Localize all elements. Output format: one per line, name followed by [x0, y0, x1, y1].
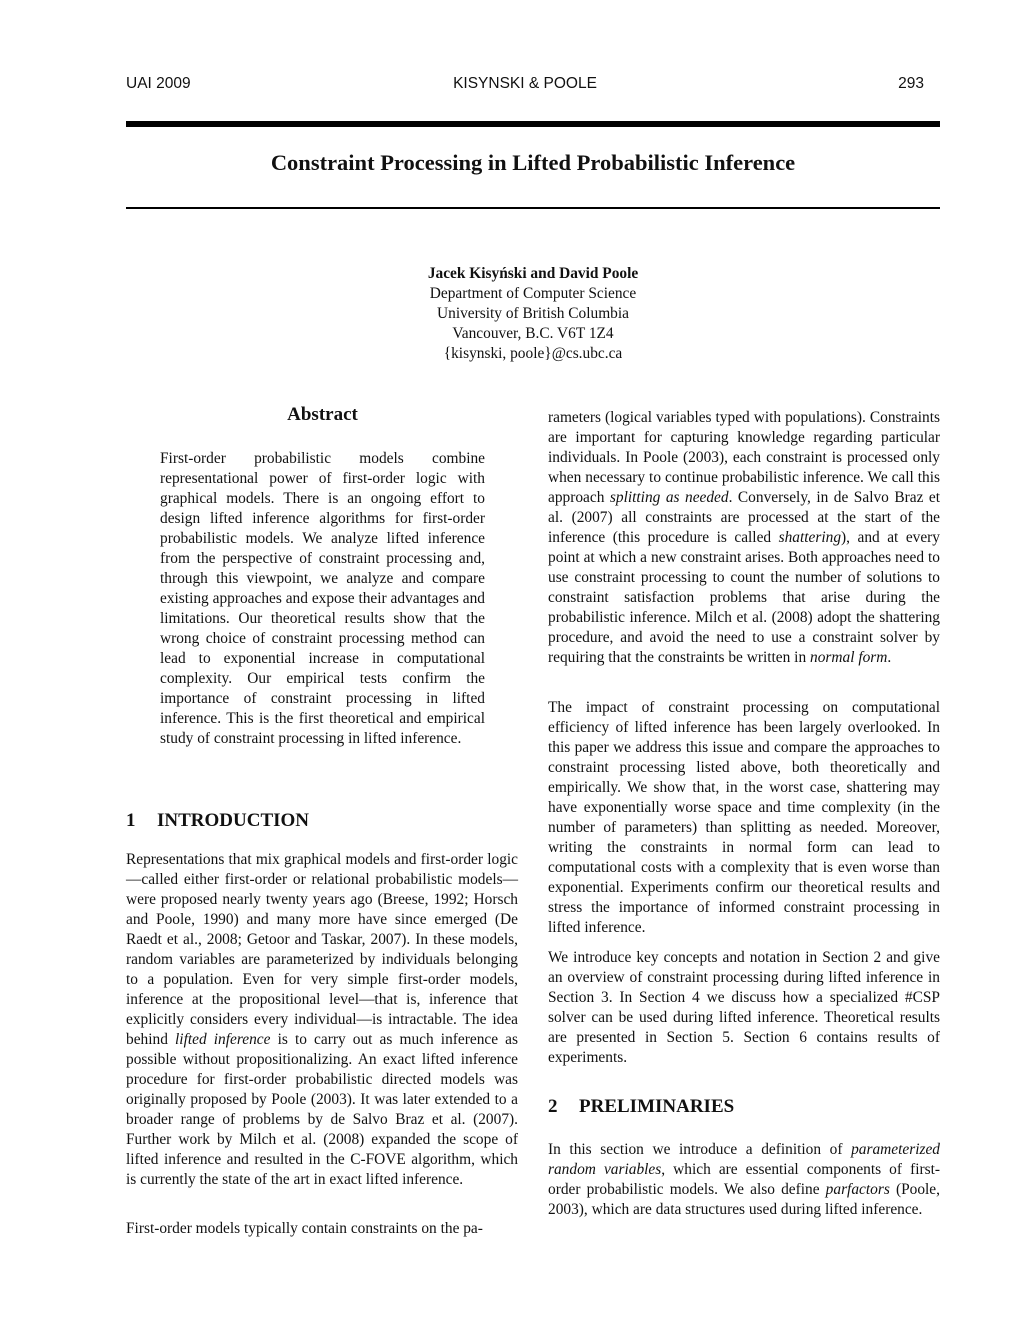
author-address: Vancouver, B.C. V6T 1Z4	[452, 325, 614, 342]
right-paragraph-3	[548, 948, 940, 1068]
right-p1-emphasis-3: normal form	[810, 649, 888, 666]
author-names: Jacek Kisyński and David Poole	[427, 265, 639, 282]
right-p3-text: We introduce key concepts and notation in Section 2 and give an overview of constraint processing during lifted inference in Section 3. In Section 4 we discuss how a specialized #CSP solver can be used during lifted inference. Theoretical results are presented in Section 5. Section 6 contains results of experiments.	[548, 949, 940, 1066]
intro-p1-text-a: Representations that mix graphical models and first-order logic—called either first-order or relational probabilistic models—were proposed nearly twenty years ago (Breese, 1992; Horsch and Poole, 1990) and many more have since emerged (De Raedt et al., 2008; Getoor and Taskar, 2007). In these models, random variables are parameterized by individuals belonging to a population. Even for very simple first-order models, inference at the propositional level—that is, inference that explicitly considers every individual—is intractable. The idea behind	[126, 851, 518, 1048]
prelim-p1-text-b: , which are essential components of first-order probabilistic models. We also define	[548, 1161, 940, 1198]
right-p1-text-b: . Conversely, in de Salvo Braz et al. (2007) all constraints are processed at the start of the inference (this procedure is called	[548, 489, 940, 546]
section-2-number: 2	[548, 1096, 558, 1117]
section-2-title: PRELIMINARIES	[579, 1096, 735, 1117]
title-bottom-rule	[126, 207, 940, 209]
right-p1-text-d: .	[887, 649, 892, 666]
right-p1-text-a: rameters (logical variables typed with populations). Constraints are important for capturing knowledge regarding particular individuals. In Poole (2003), each constraint is processed only when necessary to continue probabilistic inference. We call this approach	[548, 409, 940, 506]
authors-running-label: KISYNSKI & POOLE	[453, 75, 597, 92]
right-p2-text: The impact of constraint processing on computational efficiency of lifted inference has been largely overlooked. In this paper we address this issue and compare the approaches to constraint processing listed above, both theoretically and empirically. We show that, in the worst case, shattering may have exponentially worse space and time complexity (in the number of parameters) than splitting as needed. Moreover, writing the constraints in normal form can lead to computational costs with a complexity that is even worse than exponential. Experiments confirm our theoretical results and stress the importance of informed constraint processing in lifted inference.	[548, 699, 940, 936]
right-p1-emphasis-2: shattering	[778, 529, 842, 546]
prelim-p1-emphasis-1: parameterized random variables	[548, 1141, 940, 1178]
intro-p1-text-b: is to carry out as much inference as possible without propositionalizing. An exact lifted inference procedure for first-order probabilistic directed models was originally proposed by Poole (2003). It was later extended to a broader range of problems by de Salvo Braz et al. (2007). Further work by Milch et al. (2008) expanded the scope of lifted inference and resulted in the C-FOVE algorithm, which is currently the state of the art in exact lifted inference.	[126, 1031, 518, 1188]
running-head	[126, 75, 924, 97]
section-2-heading	[548, 1096, 734, 1118]
abstract-heading: Abstract	[287, 404, 358, 425]
conference-label: UAI 2009	[126, 75, 191, 92]
author-block	[126, 264, 940, 364]
author-email: {kisynski, poole}@cs.ubc.ca	[443, 345, 623, 362]
intro-p2-text: First-order models typically contain constraints on the pa-	[126, 1220, 483, 1237]
prelim-p1-emphasis-2: parfactors	[825, 1181, 890, 1198]
intro-p1-emphasis: lifted inference	[175, 1031, 271, 1048]
prelim-p1-text-c: (Poole, 2003), which are data structures used during lifted inference.	[548, 1181, 940, 1218]
right-p1-text-c: ), and at every point at which a new constraint arises. Both approaches need to use constraint processing to count the number of solutions to constraint satisfaction problems that arise during the probabilistic inference. Milch et al. (2008) adopt the shattering procedure, and avoid the need to use a constraint solver by requiring that the constraints be written in	[548, 529, 940, 666]
author-university: University of British Columbia	[437, 305, 629, 322]
section-1-number: 1	[126, 810, 136, 831]
paper-title: Constraint Processing in Lifted Probabilistic Inference	[270, 150, 796, 175]
prelim-p1-text-a: In this section we introduce a definition of	[548, 1141, 852, 1158]
abstract-body: First-order probabilistic models combine representational power of first-order logic with graphical models. There is an ongoing effort to design lifted inference algorithms for first-order probabilistic models. We analyze lifted inference from the perspective of constraint processing and, through this viewpoint, we analyze and compare existing approaches and expose their advantages and limitations. Our theoretical results show that the wrong choice of constraint processing method can lead to exponential increase in computational complexity. Our empirical tests confirm the importance of constraint processing in lifted inference. This is the first theoretical and empirical study of constraint processing in lifted inference.	[160, 450, 485, 747]
author-department: Department of Computer Science	[429, 285, 637, 302]
right-paragraph-2	[548, 698, 940, 938]
preliminaries-paragraph-1	[548, 1140, 940, 1220]
title-top-rule	[126, 121, 940, 127]
section-1-title: INTRODUCTION	[157, 810, 310, 831]
intro-paragraph-2	[126, 1219, 518, 1239]
page-number: 293	[898, 75, 924, 92]
intro-paragraph-1	[126, 850, 518, 1190]
right-p1-emphasis-1: splitting as needed	[609, 489, 729, 506]
section-1-heading	[126, 810, 309, 832]
right-paragraph-1	[548, 408, 940, 668]
